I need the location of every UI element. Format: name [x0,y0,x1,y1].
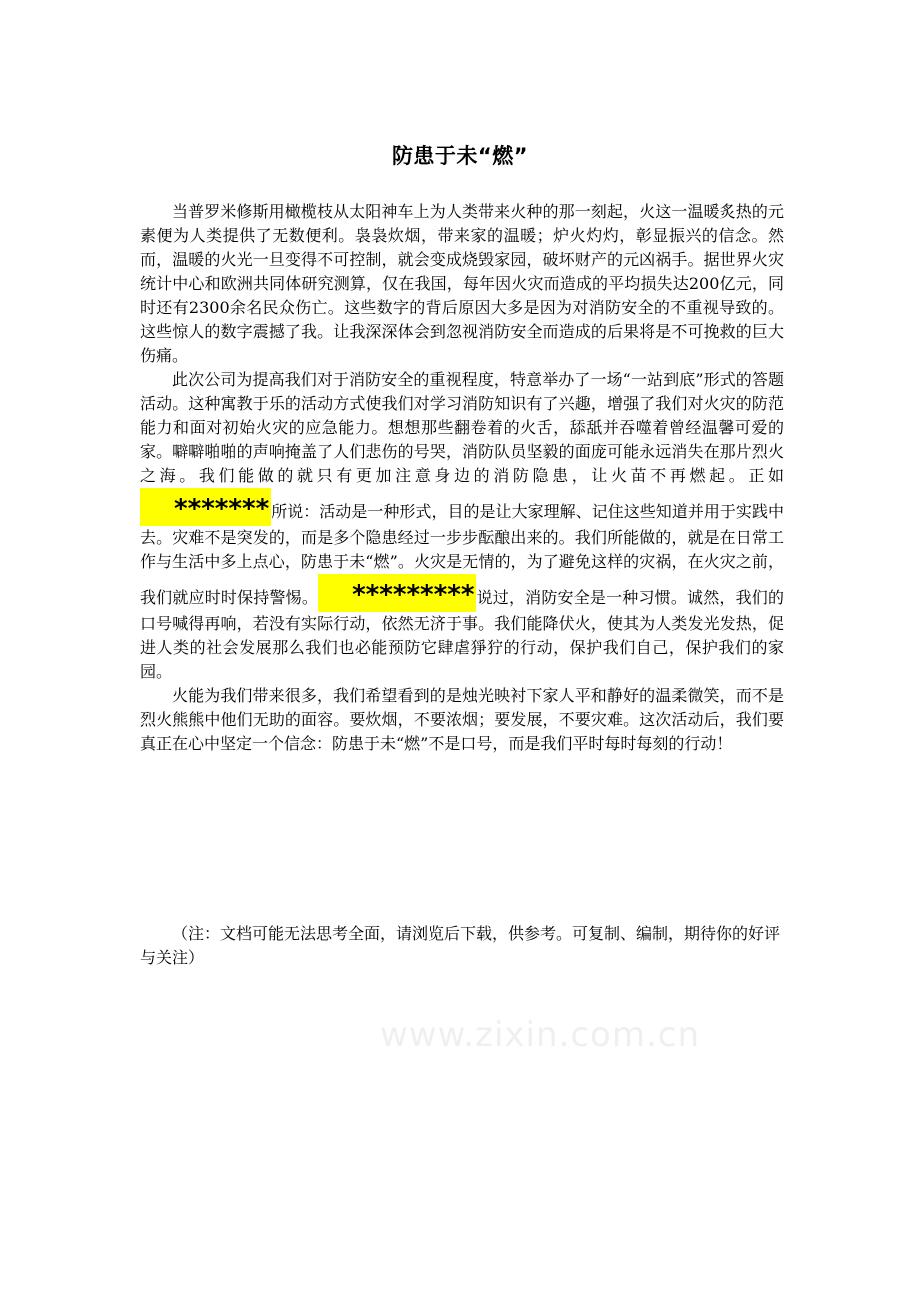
watermark: www.zixin.com.cn [380,1015,700,1055]
paragraph-1 [140,200,784,368]
redacted-name-highlight: ********* [318,574,476,612]
document-body [140,200,784,756]
document-title: 防患于未“燃” [391,144,529,168]
paragraph-3 [140,684,784,756]
paragraph-2 [140,368,784,684]
paragraph-text: 说过，消防安全是一种习惯。诚然，我们的口号喊得再响，若没有实际行动，依然无济于事。我们能降伏火，使其为人类发光发热，促进人类的社会发展那么我们也必能预防它肆虐猙狞的行动，保护我们自己，保护我们的家园。 [140,588,784,681]
document-note: （注：文档可能无法思考全面，请浏览后下载，供参考。可复制、编制，期待你的好评与关注） [140,924,781,967]
paragraph-text: 当普罗米修斯用橄榄枝从太阳神车上为人类带来火种的那一刻起，火这一温暖炙热的元素便为人类提供了无数便利。袅袅炊烟，带来家的温暖；炉火灼灼，彰显振兴的信念。然而，温暖的火光一旦变得不可控制，就会变成烧毁家园，破坏财产的元凶祸手。据世界火灾统计中心和欧洲共同体研究测算，仅在我国，每年因火灾而造成的平均损失达200亿元，同时还有2300余名民众伤亡。这些数字的背后原因大多是因为对消防安全的不重视导致的。这些惊人的数字震撼了我。让我深深体会到忽视消防安全而造成的后果将是不可挽救的巨大伤痛。 [140,202,784,365]
redacted-name-highlight: ******* [140,488,271,526]
paragraph-text: 此次公司为提高我们对于消防安全的重视程度，特意举办了一场“一站到底”形式的答题活动。这种寓教于乐的活动方式使我们对学习消防知识有了兴趣，增强了我们对火灾的防范能力和面对初始火灾的应急能力。想想那些翻卷着的火舌，舔舐并吞噬着曾经温馨可爱的家。噼噼啪啪的声响掩盖了人们悲伤的号哭，消防队员坚毅的面庞可能永远消失在那片烈火之海。我们能做的就只有更加注意身边的消防隐患，让火苗不再燃起。正如 [140,370,784,485]
paragraph-text: 火能为我们带来很多，我们希望看到的是烛光映衬下家人平和静好的温柔微笑，而不是烈火熊熊中他们无助的面容。要炊烟，不要浓烟；要发展，不要灾难。这次活动后，我们要真正在心中坚定一个信念：防患于未“燃”不是口号，而是我们平时每时每刻的行动！ [140,686,784,753]
paragraph-text: 所说：活动是一种形式，目的是让大家理解、记住这些知道并用于实践中去。灾难不是突发的，而是多个隐患经过一步步酝酿出来的。我们所能做的，就是在日常工作与生活中多上点心，防患于未“燃”。火灾是无情的，为了避免这样的灾祸，在火灾之前，我们就应时时保持警惕。 [140,502,784,607]
